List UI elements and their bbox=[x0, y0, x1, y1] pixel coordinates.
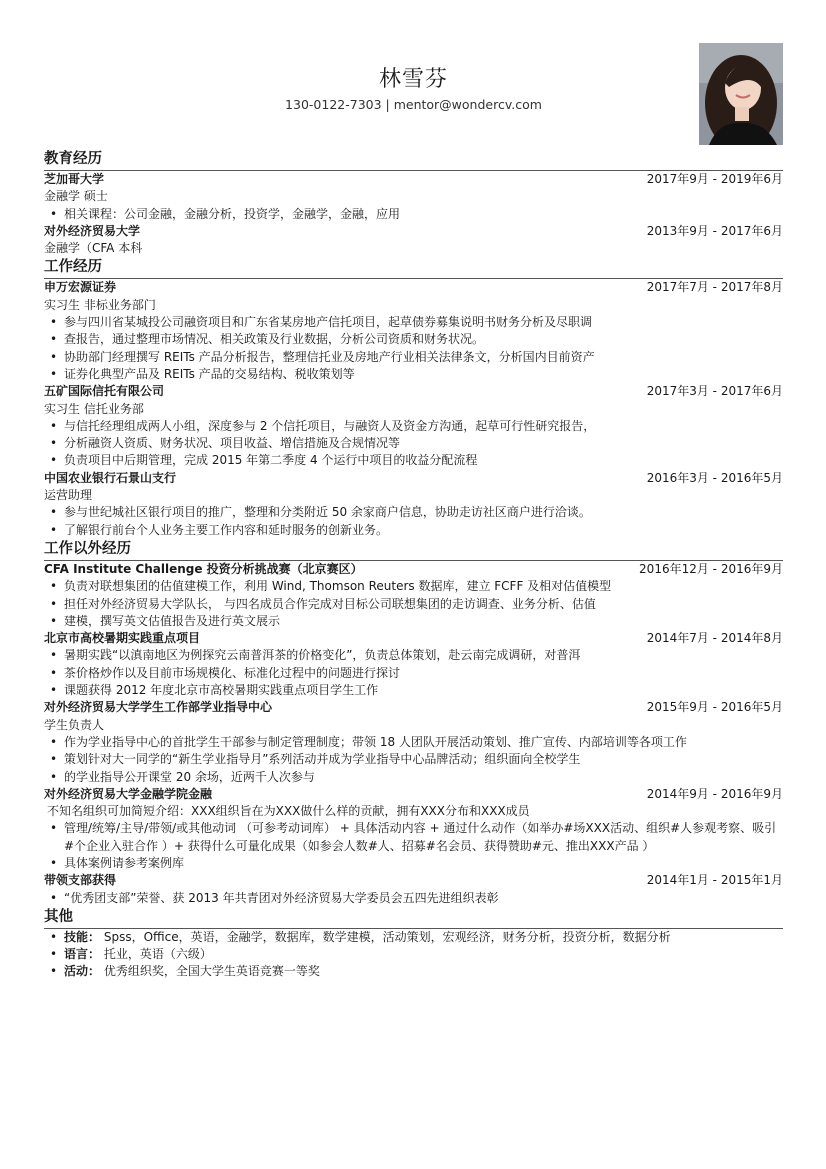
entry-org: 申万宏源证券 bbox=[44, 280, 117, 295]
award-item bbox=[44, 963, 783, 980]
entry-org: 对外经济贸易大学金融学院金融 bbox=[44, 786, 213, 801]
entry-date: 2014年1月 - 2015年1月 bbox=[646, 873, 783, 888]
entry-date: 2017年7月 - 2017年8月 bbox=[646, 280, 783, 295]
entry-description: 不知名组织可加简短介绍：XXX组织旨在为XXX做什么样的贡献，拥有XXX分布和XXX成员 bbox=[47, 804, 530, 819]
bullet-item: • 相关课程：公司金融，金融分析，投资学，金融学，金融，应用 bbox=[44, 206, 783, 223]
entry-date: 2016年3月 - 2016年5月 bbox=[646, 470, 783, 485]
bullet-item: • 查报告，通过整理市场情况、相关政策及行业数据，分析公司资质和财务状况。 bbox=[44, 331, 783, 348]
item-text: Spss，Office，英语，金融学，数据库，数学建模，活动策划，宏观经济，财务分析，投资分析，数据分析 bbox=[103, 929, 671, 944]
bullet-item: • 负责项目中后期管理，完成 2015 年第二季度 4 个运行中项目的收益分配流程 bbox=[44, 452, 783, 469]
education-entry bbox=[44, 223, 783, 258]
other-section bbox=[44, 908, 783, 981]
education-entry bbox=[44, 171, 783, 223]
bullet-item: • 茶价格炒作以及目前市场规模化、标准化过程中的问题进行探讨 bbox=[44, 665, 783, 682]
bullet-item: • 策划针对大一同学的“新生学业指导月”系列活动并成为学业指导中心品牌活动；组织面向全校学生 bbox=[44, 751, 783, 768]
bullet-item: • 课题获得 2012 年度北京市高校暑期实践重点项目学生工作 bbox=[44, 682, 783, 699]
entry-org: 北京市高校暑期实践重点项目 bbox=[44, 631, 201, 646]
entry-org: 带领支部获得 bbox=[44, 873, 117, 888]
entry-org: 中国农业银行石景山支行 bbox=[44, 470, 177, 485]
resume-header bbox=[44, 0, 783, 150]
bullet-item: • 具体案例请参考案例库 bbox=[44, 855, 783, 872]
item-label: 活动： bbox=[64, 964, 101, 979]
entry-date: 2016年12月 - 2016年9月 bbox=[639, 561, 783, 576]
section-title-work: 工作经历 bbox=[44, 258, 783, 279]
entry-date: 2015年9月 - 2016年5月 bbox=[646, 700, 783, 715]
entry-date: 2014年7月 - 2014年8月 bbox=[646, 631, 783, 646]
entry-org: 芝加哥大学 bbox=[44, 172, 105, 186]
activity-entry bbox=[44, 561, 783, 630]
bullet-item: • 建模，撰写英文估值报告及进行英文展示 bbox=[44, 613, 783, 630]
activity-entry bbox=[44, 699, 783, 785]
bullet-item: • 与信托经理组成两人小组，深度参与 2 个信托项目，与融资人及资金方沟通，起草可行性研究报告， bbox=[44, 418, 783, 435]
item-label: 技能： bbox=[64, 929, 101, 944]
entry-date: 2013年9月 - 2017年6月 bbox=[646, 223, 783, 238]
entry-subtitle: 金融学（CFA 本科 bbox=[44, 241, 143, 256]
bullet-item: • 了解银行前台个人业务主要工作内容和延时服务的创新业务。 bbox=[44, 522, 783, 539]
skills-item bbox=[44, 929, 783, 946]
entry-org: 对外经济贸易大学学生工作部学业指导中心 bbox=[44, 700, 273, 715]
activity-entry bbox=[44, 872, 783, 907]
entry-date: 2017年9月 - 2019年6月 bbox=[646, 172, 783, 186]
section-title-other: 其他 bbox=[44, 908, 783, 929]
bullet-item: • “优秀团支部”荣誉、获 2013 年共青团对外经济贸易大学委员会五四先进组织表彰 bbox=[44, 890, 783, 907]
entry-date: 2017年3月 - 2017年6月 bbox=[646, 384, 783, 399]
entry-date: 2014年9月 - 2016年9月 bbox=[646, 786, 783, 801]
language-item bbox=[44, 946, 783, 963]
bullet-item: • 协助部门经理撰写 REITs 产品分析报告，整理信托业及房地产行业相关法律条文，分析国内目前资产 bbox=[44, 349, 783, 366]
entry-subtitle: 运营助理 bbox=[44, 488, 93, 503]
profile-photo-image bbox=[699, 43, 783, 145]
work-entry bbox=[44, 470, 783, 539]
entry-subtitle: 实习生 信托业务部 bbox=[44, 401, 144, 416]
entry-subtitle: 学生负责人 bbox=[44, 717, 105, 732]
work-entry bbox=[44, 279, 783, 383]
bullet-item: • 分析融资人资质、财务状况、项目收益、增信措施及合规情况等 bbox=[44, 435, 783, 452]
other-entry bbox=[44, 929, 783, 981]
candidate-name: 林雪芬 bbox=[378, 67, 448, 92]
work-entry bbox=[44, 383, 783, 469]
item-text: 托业，英语（六级） bbox=[103, 947, 212, 962]
entry-org: 五矿国际信托有限公司 bbox=[44, 384, 165, 399]
profile-photo bbox=[699, 43, 783, 145]
activity-entry bbox=[44, 786, 783, 872]
bullet-item: • 参与四川省某城投公司融资项目和广东省某房地产信托项目，起草债券募集说明书财务分析及尽职调 bbox=[44, 314, 783, 331]
entry-org: 对外经济贸易大学 bbox=[44, 223, 141, 238]
bullet-item: • 管理/统筹/主导/带领/或其他动词 （可参考动词库） + 具体活动内容 + 通过什么动作（如举办#场XXX活动、组织#人参观考察、吸引#个企业入驻合作 ）+ 获得什么可量化成果（如参会人数#人、招募#名会员、获得赞助#元、推出XXX产品 ） bbox=[44, 820, 783, 855]
entry-org: CFA Institute Challenge 投资分析挑战赛（北京赛区） bbox=[44, 561, 363, 576]
bullet-item: • 负责对联想集团的估值建模工作，利用 Wind, Thomson Reuters 数据库，建立 FCFF 及相对估值模型 bbox=[44, 578, 783, 595]
section-title-education: 教育经历 bbox=[44, 150, 783, 171]
education-section bbox=[44, 150, 783, 257]
activities-section bbox=[44, 540, 783, 907]
resume-page bbox=[44, 0, 783, 982]
section-title-activities: 工作以外经历 bbox=[44, 540, 783, 561]
item-text: 优秀组织奖，全国大学生英语竞赛一等奖 bbox=[103, 964, 320, 979]
activity-entry bbox=[44, 630, 783, 699]
bullet-item: • 担任对外经济贸易大学队长， 与四名成员合作完成对目标公司联想集团的走访调查、业务分析、估值 bbox=[44, 596, 783, 613]
entry-subtitle: 实习生 非标业务部门 bbox=[44, 297, 156, 312]
bullet-item: • 的学业指导公开课堂 20 余场，近两千人次参与 bbox=[44, 769, 783, 786]
bullet-item: • 证券化典型产品及 REITs 产品的交易结构、税收策划等 bbox=[44, 366, 783, 383]
entry-subtitle: 金融学 硕士 bbox=[44, 189, 108, 204]
item-label: 语言： bbox=[64, 947, 101, 962]
bullet-item: • 暑期实践“以滇南地区为例探究云南普洱茶的价格变化”，负责总体策划，赴云南完成调研，对普洱 bbox=[44, 647, 783, 664]
contact-info: 130-0122-7303 | mentor@wondercv.com bbox=[285, 97, 542, 112]
work-section bbox=[44, 258, 783, 538]
bullet-item: • 参与世纪城社区银行项目的推广，整理和分类附近 50 余家商户信息，协助走访社区商户进行洽谈。 bbox=[44, 504, 783, 521]
bullet-item: • 作为学业指导中心的首批学生干部参与制定管理制度；带领 18 人团队开展活动策划、推广宣传、内部培训等各项工作 bbox=[44, 734, 783, 751]
